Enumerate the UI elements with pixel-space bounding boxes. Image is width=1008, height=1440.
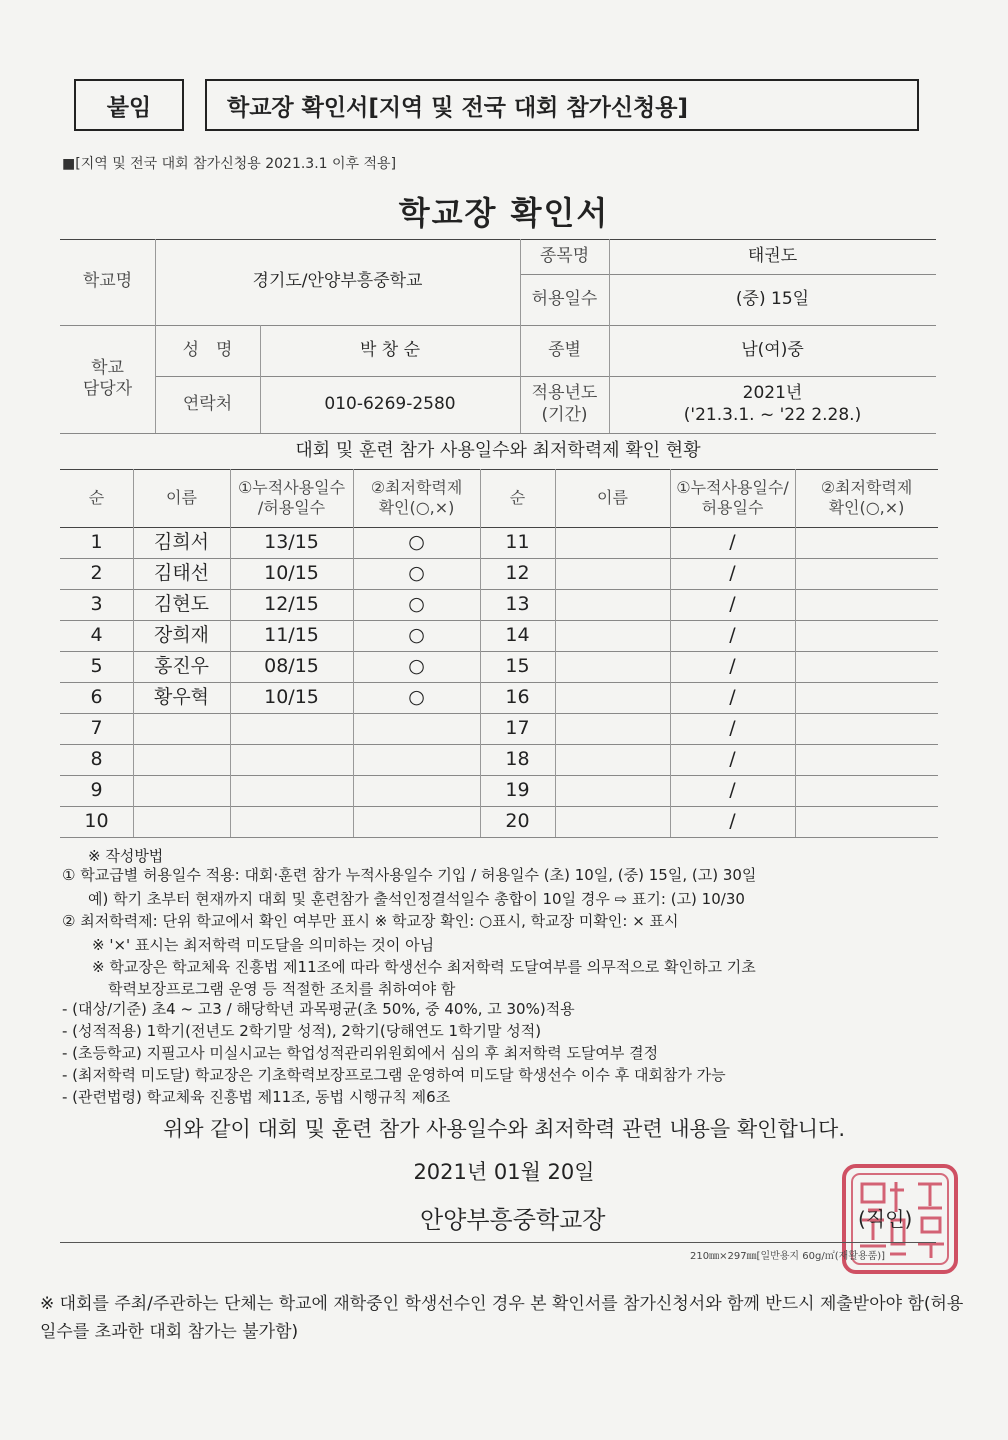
instruction-line: - (초등학교) 지필고사 미실시교는 학업성적관리위원회에서 심의 후 최저학력 도달여부 결정 bbox=[62, 1044, 659, 1062]
instruction-line: - (최저학력 미도달) 학교장은 기초학력보장프로그램 운영하여 미도달 학생선수 이수 후 대회참가 가능 bbox=[62, 1066, 726, 1084]
days-used bbox=[230, 806, 353, 837]
student-name: 김현도 bbox=[153, 592, 210, 615]
academic-check bbox=[353, 744, 480, 775]
table-title: 대회 및 훈련 참가 사용일수와 최저학력제 확인 현황 bbox=[295, 439, 701, 461]
student-name: 홍진우 bbox=[153, 654, 210, 677]
instruction-line: 학력보장프로그램 운영 등 적절한 조치를 취하여야 함 bbox=[108, 980, 456, 998]
document-title: 학교장 확인서 bbox=[398, 194, 610, 232]
academic-check bbox=[353, 806, 480, 837]
row-number-right: 14 bbox=[505, 623, 530, 646]
row-number-right: 11 bbox=[505, 530, 530, 553]
academic-check bbox=[353, 713, 480, 744]
confirmation-date: 2021년 01월 20일 bbox=[413, 1160, 595, 1184]
sport-value: 태권도 bbox=[747, 245, 798, 266]
academic-check: ○ bbox=[408, 530, 425, 553]
sport-label: 종목명 bbox=[539, 245, 590, 266]
instruction-line: ※ 작성방법 bbox=[88, 847, 164, 865]
gender-label: 종별 bbox=[548, 339, 581, 360]
school-label: 학교명 bbox=[82, 271, 133, 292]
academic-check: ○ bbox=[408, 561, 425, 584]
student-name: 김태선 bbox=[153, 561, 210, 584]
year-value: 2021년 ('21.3.1. ~ '22 2.28.) bbox=[683, 383, 862, 425]
header-academic: ②최저학력제 확인(○,×) bbox=[370, 478, 463, 517]
days-used: 11/15 bbox=[264, 623, 319, 646]
days-used-right: / bbox=[729, 685, 736, 708]
student-name bbox=[133, 775, 230, 806]
header-name-right: 이름 bbox=[597, 488, 628, 507]
days-used-right: / bbox=[729, 654, 736, 677]
days-used-right: / bbox=[729, 747, 736, 770]
paper-spec: 210㎜×297㎜[일반용지 60g/㎡(재활용품)] bbox=[690, 1251, 886, 1262]
row-number-right: 18 bbox=[505, 747, 530, 770]
days-used: 13/15 bbox=[264, 530, 319, 553]
row-number: 2 bbox=[90, 561, 103, 584]
days-used: 08/15 bbox=[264, 654, 319, 677]
days-used-right: / bbox=[729, 623, 736, 646]
allowed-days-value: (중) 15일 bbox=[735, 288, 810, 309]
instruction-line: ※ '×' 표시는 최저학력 미도달을 의미하는 것이 아님 bbox=[92, 936, 435, 954]
days-used bbox=[230, 713, 353, 744]
instruction-line: - (대상/기준) 초4 ~ 고3 / 해당학년 과목평균(초 50%, 중 40%, 고 30%)적용 bbox=[62, 1000, 575, 1018]
row-number: 3 bbox=[90, 592, 103, 615]
academic-check: ○ bbox=[408, 654, 425, 677]
header-name: 이름 bbox=[166, 488, 197, 507]
days-used: 10/15 bbox=[264, 561, 319, 584]
days-used: 12/15 bbox=[264, 592, 319, 615]
student-name bbox=[133, 744, 230, 775]
row-number: 10 bbox=[84, 809, 109, 832]
gender-value: 남(여)중 bbox=[741, 339, 804, 360]
applicability-note: ■[지역 및 전국 대회 참가신청용 2021.3.1 이후 적용] bbox=[62, 156, 397, 172]
instruction-line: - (성적적용) 1학기(전년도 2학기말 성적), 2학기(당해연도 1학기말 성적) bbox=[62, 1022, 542, 1040]
student-name bbox=[133, 713, 230, 744]
student-name bbox=[133, 806, 230, 837]
instruction-line: ※ 학교장은 학교체육 진흥법 제11조에 따라 학생선수 최저학력 도달여부를 의무적으로 확인하고 기초 bbox=[92, 958, 756, 976]
row-number: 5 bbox=[90, 654, 103, 677]
attachment-label: 붙임 bbox=[74, 79, 184, 131]
row-number: 4 bbox=[90, 623, 103, 646]
row-number-right: 17 bbox=[505, 716, 530, 739]
days-used-right: / bbox=[729, 778, 736, 801]
student-name: 황우혁 bbox=[153, 685, 210, 708]
row-number: 8 bbox=[90, 747, 103, 770]
academic-check: ○ bbox=[408, 623, 425, 646]
days-used-right: / bbox=[729, 530, 736, 553]
confirmation-statement: 위와 같이 대회 및 훈련 참가 사용일수와 최저학력 관련 내용을 확인합니다. bbox=[162, 1117, 845, 1141]
days-used-right: / bbox=[729, 809, 736, 832]
academic-check: ○ bbox=[408, 592, 425, 615]
days-used bbox=[230, 775, 353, 806]
seal-label: (직인) bbox=[858, 1207, 913, 1231]
days-used bbox=[230, 744, 353, 775]
student-name: 장희재 bbox=[153, 623, 210, 646]
row-number: 1 bbox=[90, 530, 103, 553]
principal-name: 안양부흥중학교장 bbox=[420, 1206, 606, 1234]
instruction-line: 예) 학기 초부터 현재까지 대회 및 훈련참가 출석인정결석일수 총합이 10일 경우 ⇨ 표기: (고) 10/30 bbox=[88, 890, 745, 908]
manager-name: 박 창 순 bbox=[359, 339, 421, 360]
row-number-right: 15 bbox=[505, 654, 530, 677]
year-label: 적용년도 (기간) bbox=[531, 383, 598, 425]
header-academic-right: ②최저학력제 확인(○,×) bbox=[820, 478, 913, 517]
days-used-right: / bbox=[729, 561, 736, 584]
row-number-right: 13 bbox=[505, 592, 530, 615]
school-value: 경기도/안양부흥중학교 bbox=[252, 271, 423, 292]
contact-label: 연락처 bbox=[182, 393, 233, 414]
name-label: 성 명 bbox=[182, 339, 233, 360]
row-number-right: 12 bbox=[505, 561, 530, 584]
row-number: 9 bbox=[90, 778, 103, 801]
academic-check: ○ bbox=[408, 685, 425, 708]
header-no-right: 순 bbox=[509, 488, 526, 507]
days-used: 10/15 bbox=[264, 685, 319, 708]
manager-label: 학교 담당자 bbox=[82, 357, 133, 399]
instruction-line: - (관련법령) 학교체육 진흥법 제11조, 동법 시행규칙 제6조 bbox=[62, 1088, 451, 1106]
academic-check bbox=[353, 775, 480, 806]
instruction-line: ② 최저학력제: 단위 학교에서 확인 여부만 표시 ※ 학교장 확인: ○표시, 학교장 미확인: × 표시 bbox=[62, 912, 679, 930]
row-number-right: 16 bbox=[505, 685, 530, 708]
days-used-right: / bbox=[729, 716, 736, 739]
footer-note: ※ 대회를 주최/주관하는 단체는 학교에 재학중인 학생선수인 경우 본 확인서를 참가신청서와 함께 반드시 제출받아야 함(허용일수를 초과한 대회 참가는 불가함) bbox=[40, 1294, 964, 1342]
days-used-right: / bbox=[729, 592, 736, 615]
header-no: 순 bbox=[88, 488, 105, 507]
header-days-right: ①누적사용일수/ 허용일수 bbox=[676, 478, 789, 517]
row-number: 6 bbox=[90, 685, 103, 708]
header-title: 학교장 확인서[지역 및 전국 대회 참가신청용] bbox=[205, 79, 919, 131]
instruction-line: ① 학교급별 허용일수 적용: 대회·훈련 참가 누적사용일수 기입 / 허용일수 (초) 10일, (중) 15일, (고) 30일 bbox=[62, 866, 757, 884]
row-number-right: 20 bbox=[505, 809, 530, 832]
student-name: 김희서 bbox=[153, 530, 210, 553]
row-number: 7 bbox=[90, 716, 103, 739]
row-number-right: 19 bbox=[505, 778, 530, 801]
header-days: ①누적사용일수 /허용일수 bbox=[237, 478, 346, 517]
allowed-days-label: 허용일수 bbox=[531, 288, 598, 309]
contact-value: 010-6269-2580 bbox=[324, 393, 456, 414]
